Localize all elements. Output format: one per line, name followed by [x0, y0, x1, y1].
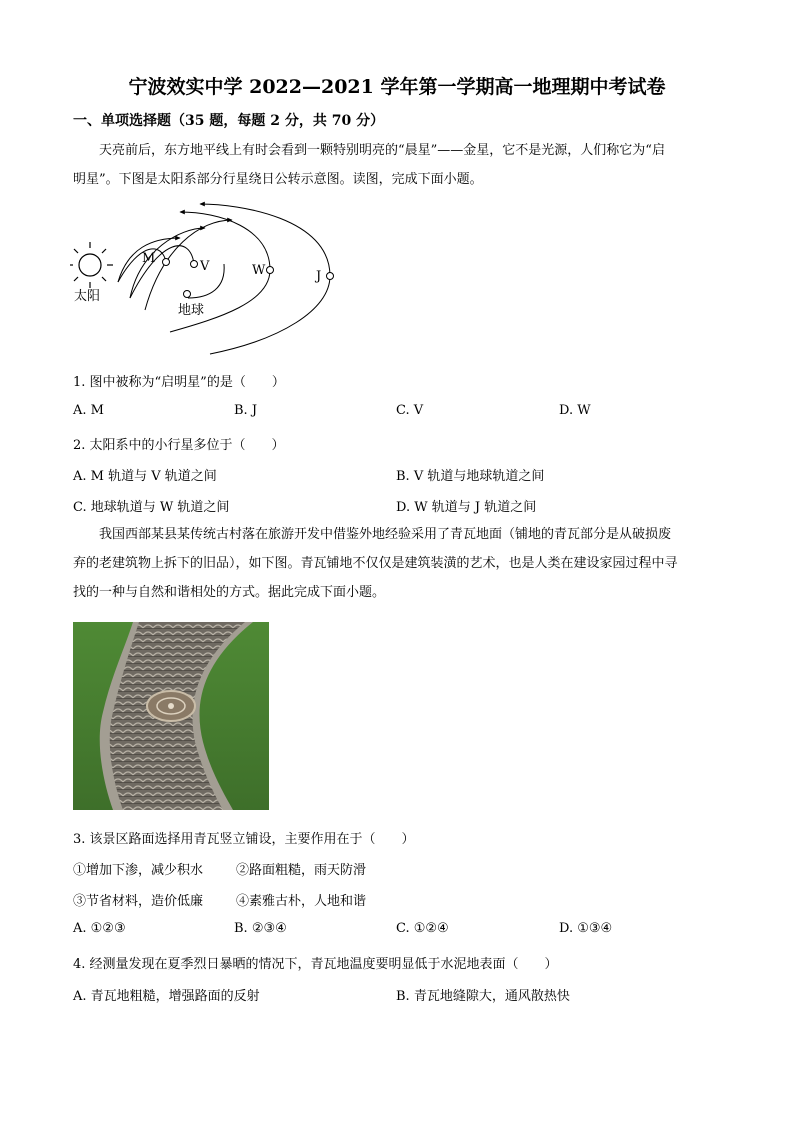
question-2-option-c[interactable]: C. 地球轨道与 W 轨道之间 — [73, 500, 230, 515]
question-3-option-d[interactable]: D. ①③④ — [559, 921, 613, 936]
question-1-stem: 1. 图中被称为“启明星”的是（ ） — [73, 375, 285, 390]
passage-1-line-1: 天亮前后，东方地平线上有时会看到一颗特别明亮的“晨星”——金星，它不是光源，人们称它为“启 — [99, 143, 665, 158]
orbit-j — [210, 276, 330, 354]
question-3-stem: 3. 该景区路面选择用青瓦竖立铺设，主要作用在于（ ） — [73, 832, 415, 847]
passage-1 — [73, 136, 723, 194]
question-3-option-c[interactable]: C. ①②④ — [396, 921, 449, 936]
question-3-statement-3: ③节省材料，造价低廉 — [73, 894, 204, 909]
question-3-option-b[interactable]: B. ②③④ — [234, 921, 287, 936]
question-2-stem: 2. 太阳系中的小行星多位于（ ） — [73, 438, 285, 453]
question-2-option-a[interactable]: A. M 轨道与 V 轨道之间 — [73, 469, 217, 484]
passage-2-line-3: 找的一种与自然和谐相处的方式。据此完成下面小题。 — [73, 585, 386, 600]
sun-icon — [70, 242, 113, 288]
planet-m-marker — [163, 259, 170, 266]
question-1-option-c[interactable]: C. V — [396, 403, 424, 418]
passage-2-line-1: 我国西部某县某传统古村落在旅游开发中借鉴外地经验采用了青瓦地面（铺地的青瓦部分是从破损废 — [99, 527, 672, 542]
planet-v-label: V — [200, 259, 210, 274]
passage-1-line-2: 明星”。下图是太阳系部分行星绕日公转示意图。读图，完成下面小题。 — [73, 172, 483, 187]
planet-w-marker — [267, 267, 274, 274]
question-3-option-a[interactable]: A. ①②③ — [73, 921, 126, 936]
orbit-diagram — [70, 198, 350, 358]
earth-label: 地球 — [178, 303, 205, 318]
page-title: 宁波效实中学 2022—2021 学年第一学期高一地理期中考试卷 — [128, 76, 666, 98]
planet-earth-marker — [184, 291, 191, 298]
sun-label: 太阳 — [74, 289, 101, 304]
passage-2 — [73, 520, 723, 607]
planet-j-marker — [327, 273, 334, 280]
section-heading: 一、单项选择题（35 题，每题 2 分，共 70 分） — [73, 113, 385, 129]
question-1-option-d[interactable]: D. W — [559, 403, 591, 418]
planet-j-label: J — [316, 269, 322, 284]
question-4-stem: 4. 经测量发现在夏季烈日暴晒的情况下，青瓦地温度要明显低于水泥地表面（ ） — [73, 957, 558, 972]
passage-2-line-2: 弃的老建筑物上拆下的旧品），如下图。青瓦铺地不仅仅是建筑装潢的艺术，也是人类在建设家园过程中寻 — [73, 556, 678, 571]
question-1-option-b[interactable]: B. J — [234, 403, 258, 418]
question-4-option-b[interactable]: B. 青瓦地缝隙大，通风散热快 — [396, 989, 570, 1004]
question-4-option-a[interactable]: A. 青瓦地粗糙，增强路面的反射 — [73, 989, 260, 1004]
tile-path-photo — [73, 622, 269, 810]
planet-m-label: M — [142, 251, 156, 266]
question-3-statement-1: ①增加下渗，减少积水 — [73, 863, 204, 878]
orbit-w — [170, 270, 270, 332]
question-2-option-d[interactable]: D. W 轨道与 J 轨道之间 — [396, 500, 537, 515]
question-3-statement-4: ④素雅古朴，人地和谐 — [236, 894, 367, 909]
question-2-option-b[interactable]: B. V 轨道与地球轨道之间 — [396, 469, 545, 484]
planet-v-marker — [191, 261, 198, 268]
question-3-statement-2: ②路面粗糙，雨天防滑 — [236, 863, 367, 878]
planet-w-label: W — [252, 263, 266, 278]
question-1-option-a[interactable]: A. M — [73, 403, 104, 418]
